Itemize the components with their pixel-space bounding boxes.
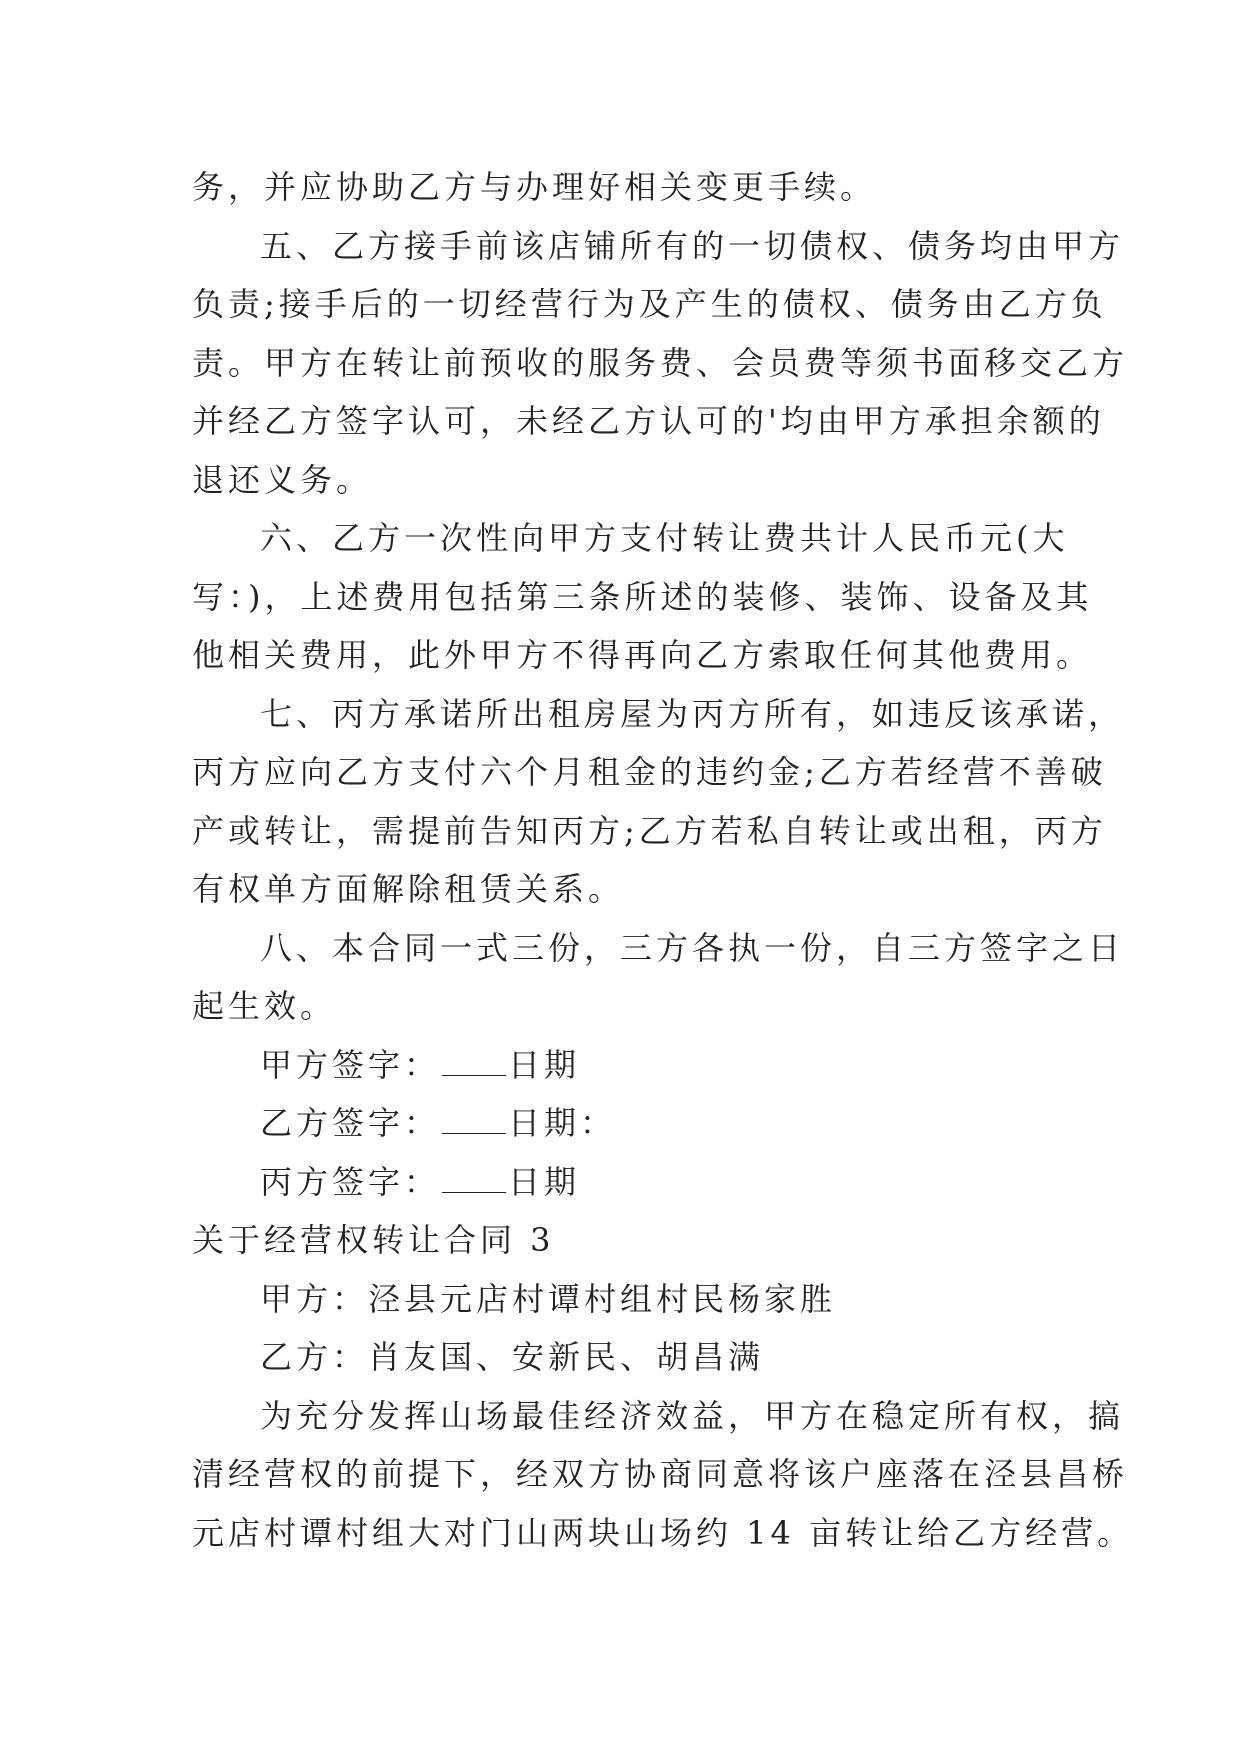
paragraph-line: 责。甲方在转让前预收的服务费、会员费等须书面移交乙方	[192, 343, 1129, 382]
preamble-line: 清经营权的前提下，经双方协商同意将该户座落在泾县昌桥	[192, 1455, 1129, 1493]
paragraph-line: 丙方应向乙方支付六个月租金的违约金;乙方若经营不善破	[192, 753, 1107, 791]
party-b-line: 乙方：肖友国、安新民、胡昌满	[260, 1338, 765, 1376]
party-a-line: 甲方：泾县元店村谭村组村民杨家胜	[260, 1279, 837, 1318]
paragraph-line: 起生效。	[192, 987, 337, 1025]
signature-blank	[442, 1162, 506, 1193]
signature-blank	[442, 1103, 506, 1134]
signature-label: 丙方签字：	[260, 1162, 441, 1201]
signature-line-party-b	[192, 1094, 1062, 1153]
paragraph-line: 他相关费用，此外甲方不得再向乙方索取任何其他费用。	[192, 636, 1093, 674]
paragraph-line: 负责;接手后的一切经营行为及产生的债权、债务由乙方负	[192, 285, 1107, 323]
section-title: 关于经营权转让合同 3	[192, 1221, 555, 1259]
clause-6-line: 六、乙方一次性向甲方支付转让费共计人民币元(大	[260, 519, 1069, 557]
clause-7-line: 七、丙方承诺所出租房屋为丙方所有，如违反该承诺，	[260, 694, 1125, 733]
signature-date: 日期	[508, 1045, 581, 1084]
paragraph-line: 产或转让，需提前告知丙方;乙方若私自转让或出租，丙方	[192, 811, 1107, 850]
document-body	[192, 158, 1134, 1562]
signature-label: 甲方签字：	[260, 1045, 441, 1084]
preamble-line: 元店村谭村组大对门山两块山场约 14 亩转让给乙方经营。	[192, 1513, 1134, 1552]
signature-line-party-c	[192, 1153, 1062, 1212]
paragraph-line: 写：)，上述费用包括第三条所述的装修、装饰、设备及其	[192, 577, 1093, 616]
signature-blank	[442, 1045, 506, 1076]
clause-5-line: 五、乙方接手前该店铺所有的一切债权、债务均由甲方	[260, 226, 1125, 265]
signature-label: 乙方签字：	[260, 1104, 441, 1142]
clause-8-line: 八、本合同一式三份，三方各执一份，自三方签字之日	[260, 928, 1125, 967]
preamble-line: 为充分发挥山场最佳经济效益，甲方在稳定所有权，搞	[260, 1396, 1125, 1435]
paragraph-line: 有权单方面解除租赁关系。	[192, 870, 625, 908]
signature-date: 日期	[508, 1162, 581, 1201]
signature-line-party-a	[192, 1036, 1062, 1095]
signature-date: 日期：	[508, 1104, 617, 1142]
paragraph-line: 务，并应协助乙方与办理好相关变更手续。	[192, 168, 877, 206]
paragraph-line: 退还义务。	[192, 460, 373, 499]
paragraph-line: 并经乙方签字认可，未经乙方认可的'均由甲方承担余额的	[192, 402, 1105, 440]
